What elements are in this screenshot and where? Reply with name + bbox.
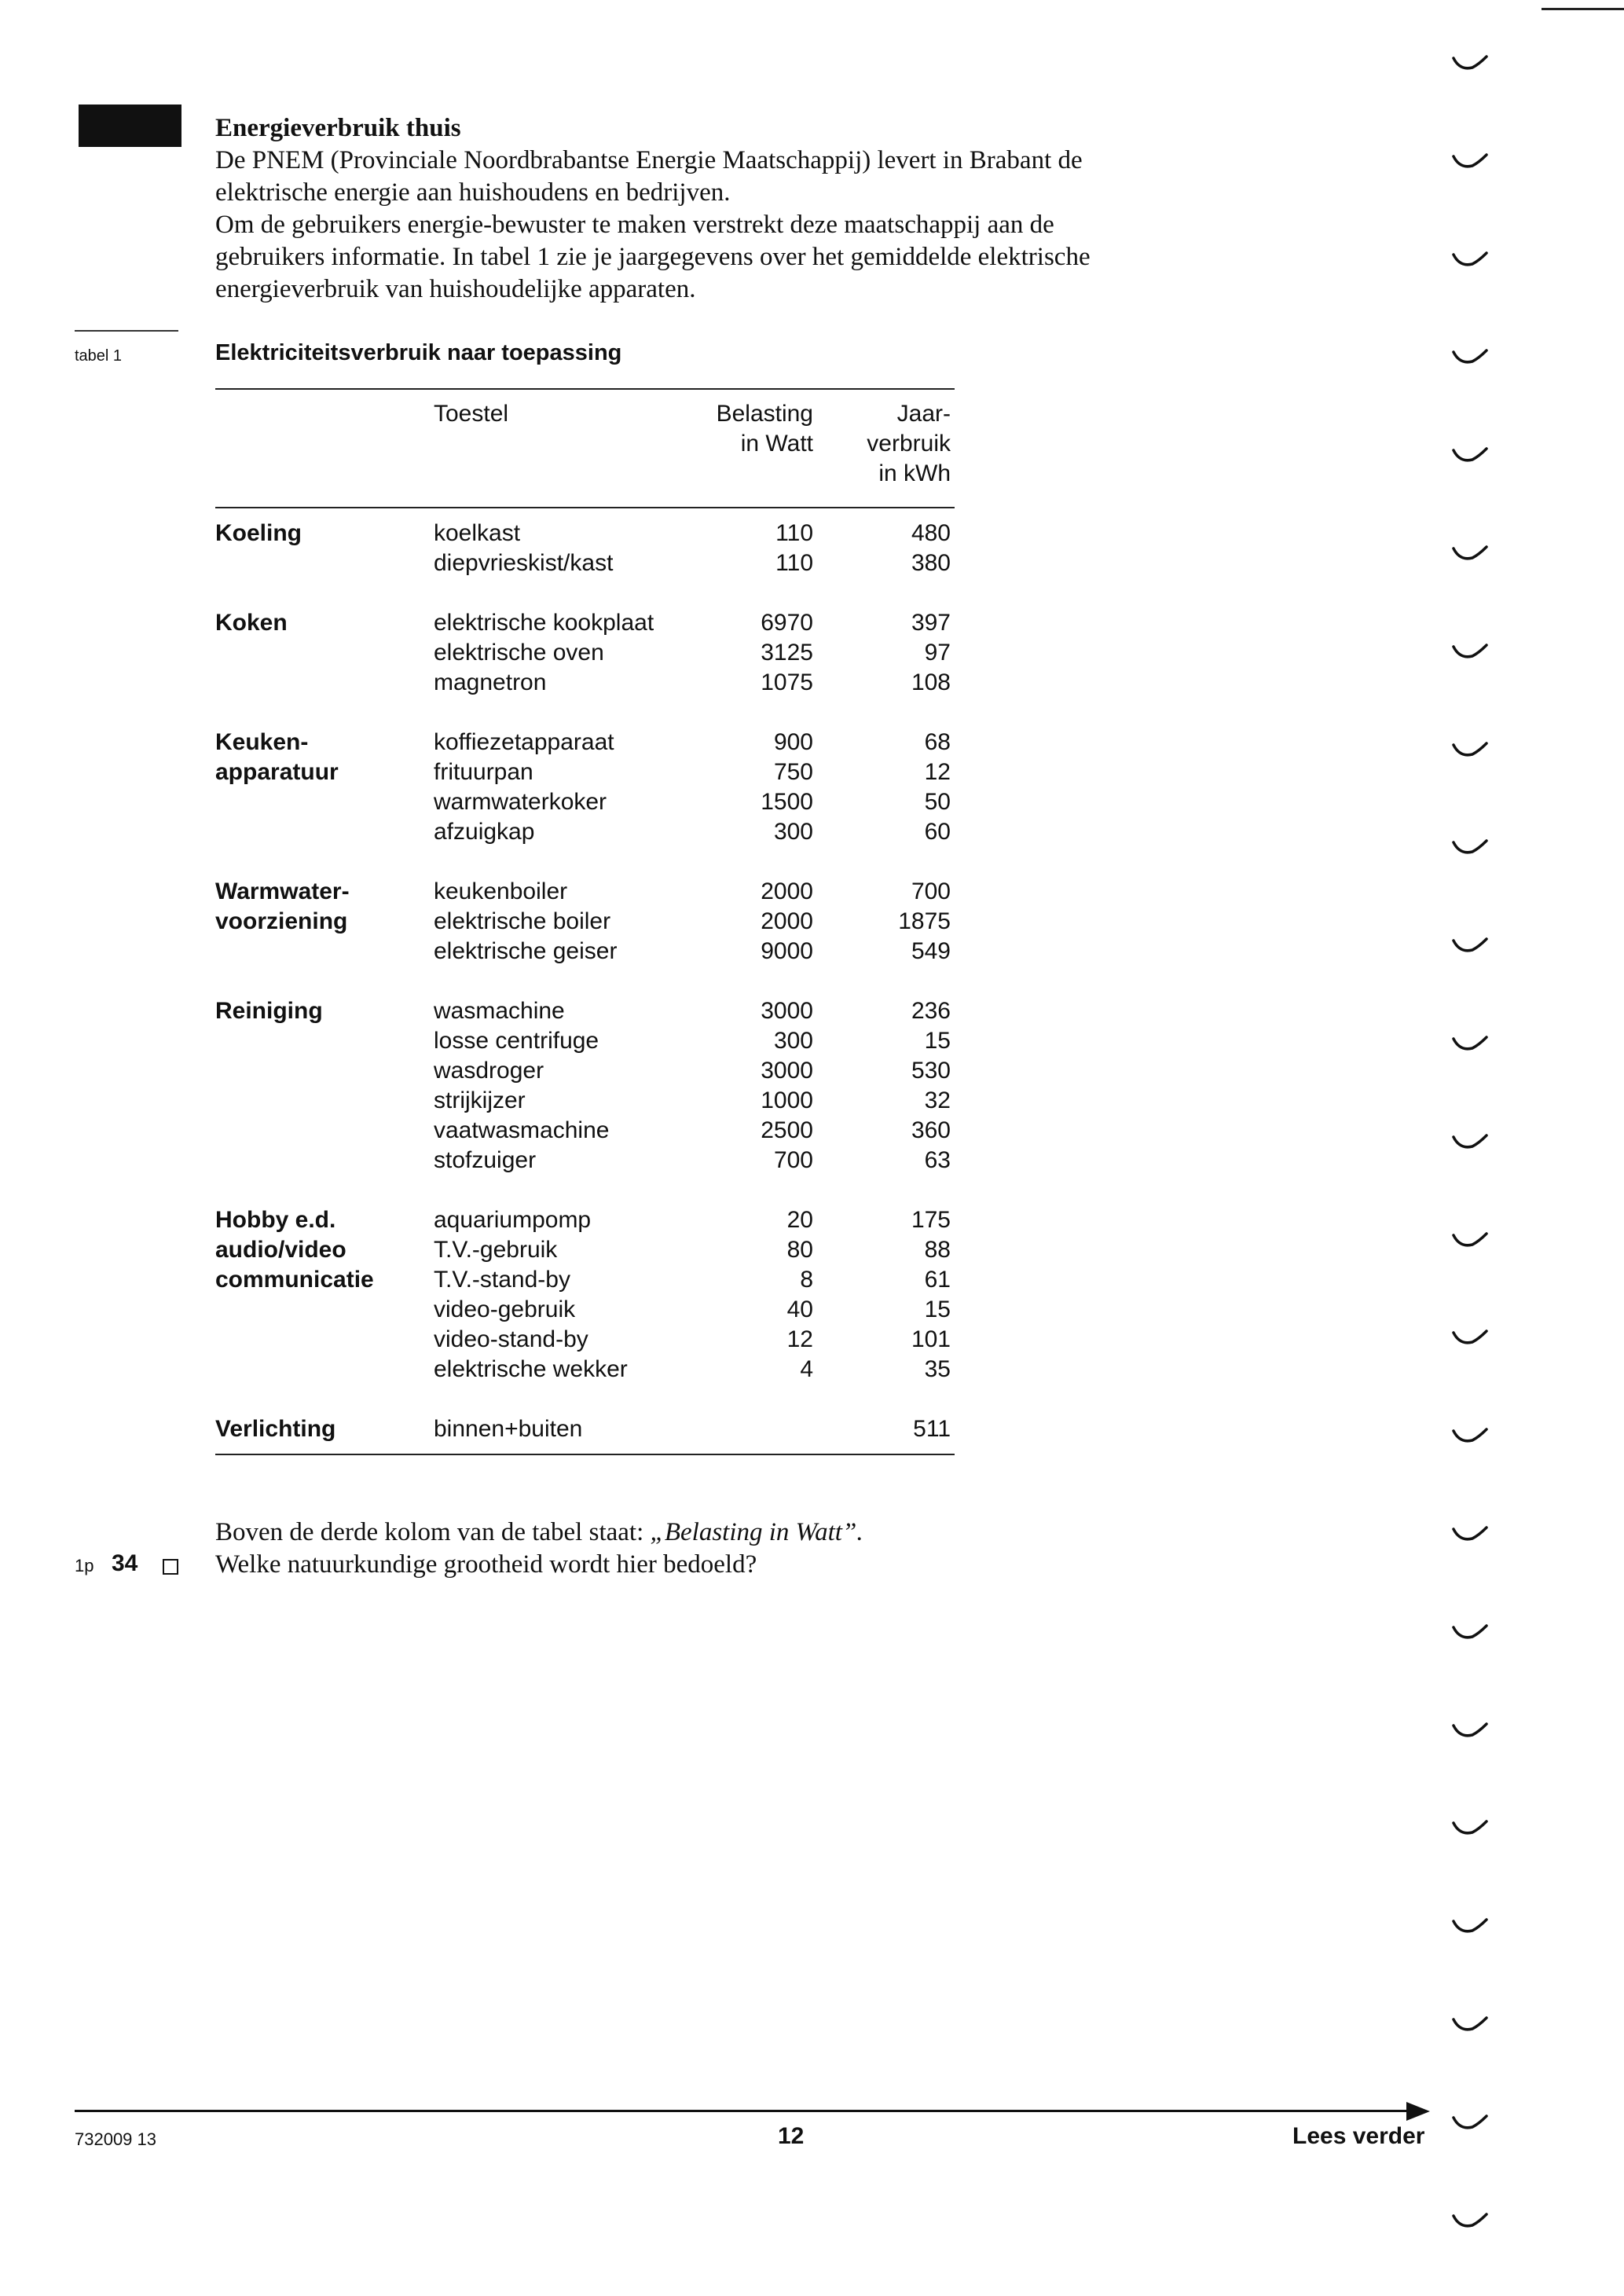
category-label: communicatie bbox=[215, 1267, 374, 1293]
device-name: video-stand-by bbox=[434, 1326, 588, 1352]
device-name: koelkast bbox=[434, 520, 521, 546]
header-year: Jaar- bbox=[896, 401, 951, 427]
category-label: apparatuur bbox=[215, 759, 339, 785]
category-label: Warmwater- bbox=[215, 878, 350, 904]
question-text bbox=[215, 1517, 863, 1581]
load-watt: 8 bbox=[800, 1267, 813, 1293]
device-name: warmwaterkoker bbox=[434, 789, 607, 815]
device-name: stofzuiger bbox=[434, 1147, 537, 1173]
question-line-1 bbox=[215, 1517, 863, 1549]
corner-mark bbox=[1542, 8, 1624, 10]
annual-kwh: 61 bbox=[924, 1267, 951, 1293]
checkmark-icon bbox=[1452, 2211, 1488, 2232]
table-title: Elektriciteitsverbruik naar toepassing bbox=[215, 340, 622, 365]
checkmark-icon bbox=[1452, 2113, 1488, 2133]
device-name: frituurpan bbox=[434, 759, 533, 785]
device-name: strijkijzer bbox=[434, 1087, 526, 1113]
section-marker bbox=[79, 105, 181, 147]
annual-kwh: 511 bbox=[913, 1416, 951, 1442]
checkmark-icon bbox=[1452, 936, 1488, 956]
checkmark-icon bbox=[1452, 1623, 1488, 1643]
continue-label: Lees verder bbox=[1292, 2123, 1425, 2149]
checkmark-icon bbox=[1452, 53, 1488, 74]
device-name: T.V.-gebruik bbox=[434, 1237, 558, 1263]
header-load: Belasting bbox=[716, 401, 813, 427]
device-name: wasmachine bbox=[434, 998, 565, 1024]
category-label: voorziening bbox=[215, 908, 348, 934]
checkmark-icon bbox=[1452, 446, 1488, 466]
load-watt: 110 bbox=[775, 520, 813, 546]
intro-text bbox=[215, 112, 1315, 306]
header-device: Toestel bbox=[434, 401, 509, 427]
annual-kwh: 700 bbox=[911, 878, 951, 904]
page-number: 12 bbox=[778, 2123, 805, 2149]
question-points: 1p bbox=[75, 1556, 94, 1575]
checkmark-icon bbox=[1452, 1328, 1488, 1348]
annual-kwh: 101 bbox=[911, 1326, 951, 1352]
load-watt: 1000 bbox=[761, 1087, 813, 1113]
load-watt: 300 bbox=[773, 819, 813, 845]
category-label: Verlichting bbox=[215, 1416, 336, 1442]
annual-kwh: 108 bbox=[911, 669, 951, 695]
annual-kwh: 60 bbox=[924, 819, 951, 845]
load-watt: 3125 bbox=[761, 640, 813, 666]
annual-kwh: 15 bbox=[924, 1028, 951, 1054]
device-name: binnen+buiten bbox=[434, 1416, 583, 1442]
category-label: audio/video bbox=[215, 1237, 346, 1263]
category-label: Koken bbox=[215, 610, 288, 636]
load-watt: 3000 bbox=[761, 1058, 813, 1084]
device-name: keukenboiler bbox=[434, 878, 568, 904]
load-watt: 110 bbox=[775, 550, 813, 576]
intro-line: elektrische energie aan huishoudens en bedrijven. bbox=[215, 178, 731, 207]
device-name: afzuigkap bbox=[434, 819, 535, 845]
load-watt: 80 bbox=[786, 1237, 813, 1263]
question-number: 34 bbox=[112, 1550, 138, 1576]
checkmark-icon bbox=[1452, 740, 1488, 761]
device-name: elektrische geiser bbox=[434, 938, 618, 964]
table-header-rule bbox=[215, 507, 955, 508]
annual-kwh: 63 bbox=[924, 1147, 951, 1173]
load-watt: 6970 bbox=[761, 610, 813, 636]
question-line-2: Welke natuurkundige grootheid wordt hier bedoeld? bbox=[215, 1550, 757, 1579]
checkmark-icon bbox=[1452, 642, 1488, 662]
checkmark-icon bbox=[1452, 1818, 1488, 1839]
annual-kwh: 15 bbox=[924, 1297, 951, 1322]
footer-line bbox=[75, 2110, 1418, 2112]
table-top-rule bbox=[215, 388, 955, 390]
footer-code: 732009 13 bbox=[75, 2129, 156, 2149]
load-watt: 900 bbox=[773, 729, 813, 755]
load-watt: 750 bbox=[773, 759, 813, 785]
load-watt: 2000 bbox=[761, 878, 813, 904]
intro-line: De PNEM (Provinciale Noordbrabantse Energie Maatschappij) levert in Brabant de bbox=[215, 146, 1083, 174]
annual-kwh: 380 bbox=[911, 550, 951, 576]
load-watt: 700 bbox=[773, 1147, 813, 1173]
load-watt: 3000 bbox=[761, 998, 813, 1024]
annual-kwh: 530 bbox=[911, 1058, 951, 1084]
load-watt: 4 bbox=[800, 1356, 813, 1382]
checkmark-icon bbox=[1452, 1231, 1488, 1251]
device-name: vaatwasmachine bbox=[434, 1117, 610, 1143]
checkmark-icon bbox=[1452, 1524, 1488, 1545]
checkmark-icon bbox=[1452, 1426, 1488, 1447]
question-quote: „Belasting in Watt”. bbox=[650, 1518, 863, 1546]
load-watt: 1500 bbox=[761, 789, 813, 815]
checkmark-icon bbox=[1452, 1916, 1488, 1937]
device-name: elektrische kookplaat bbox=[434, 610, 654, 636]
question-prefix: Boven de derde kolom van de tabel staat: bbox=[215, 1518, 651, 1546]
annual-kwh: 50 bbox=[924, 789, 951, 815]
annual-kwh: 35 bbox=[924, 1356, 951, 1382]
device-name: elektrische wekker bbox=[434, 1356, 628, 1382]
annual-kwh: 397 bbox=[911, 610, 951, 636]
annual-kwh: 32 bbox=[924, 1087, 951, 1113]
device-name: elektrische oven bbox=[434, 640, 604, 666]
load-watt: 2000 bbox=[761, 908, 813, 934]
device-name: diepvrieskist/kast bbox=[434, 550, 614, 576]
answer-checkbox[interactable] bbox=[163, 1559, 178, 1575]
annual-kwh: 88 bbox=[924, 1237, 951, 1263]
checkmark-icon bbox=[1452, 347, 1488, 368]
header-year: in kWh bbox=[878, 460, 951, 486]
checkmark-icon bbox=[1452, 1034, 1488, 1054]
annual-kwh: 97 bbox=[924, 640, 951, 666]
load-watt: 2500 bbox=[761, 1117, 813, 1143]
annual-kwh: 480 bbox=[911, 520, 951, 546]
checkmark-icon bbox=[1452, 838, 1488, 858]
load-watt: 300 bbox=[773, 1028, 813, 1054]
table-label: tabel 1 bbox=[75, 347, 123, 365]
category-label: Keuken- bbox=[215, 729, 309, 755]
annual-kwh: 12 bbox=[924, 759, 951, 785]
device-name: magnetron bbox=[434, 669, 547, 695]
header-load: in Watt bbox=[740, 431, 813, 457]
device-name: wasdroger bbox=[434, 1058, 544, 1084]
annual-kwh: 175 bbox=[911, 1207, 951, 1233]
annual-kwh: 1875 bbox=[898, 908, 951, 934]
load-watt: 40 bbox=[786, 1297, 813, 1322]
device-name: koffiezetapparaat bbox=[434, 729, 614, 755]
annual-kwh: 68 bbox=[924, 729, 951, 755]
load-watt: 1075 bbox=[761, 669, 813, 695]
checkmark-icon bbox=[1452, 1721, 1488, 1741]
intro-line: energieverbruik van huishoudelijke apparaten. bbox=[215, 275, 696, 303]
checkmark-icon bbox=[1452, 152, 1488, 172]
device-name: T.V.-stand-by bbox=[434, 1267, 570, 1293]
load-watt: 9000 bbox=[761, 938, 813, 964]
header-year: verbruik bbox=[867, 431, 951, 457]
intro-line: Om de gebruikers energie-bewuster te maken verstrekt deze maatschappij aan de bbox=[215, 211, 1054, 239]
device-name: aquariumpomp bbox=[434, 1207, 592, 1233]
category-label: Hobby e.d. bbox=[215, 1207, 336, 1233]
checkmark-icon bbox=[1452, 2015, 1488, 2035]
margin-divider bbox=[75, 330, 178, 332]
intro-line: gebruikers informatie. In tabel 1 zie je jaargegevens over het gemiddelde elektrische bbox=[215, 243, 1091, 271]
checkmark-icon bbox=[1452, 250, 1488, 270]
annual-kwh: 360 bbox=[911, 1117, 951, 1143]
load-watt: 20 bbox=[786, 1207, 813, 1233]
device-name: elektrische boiler bbox=[434, 908, 611, 934]
category-label: Reiniging bbox=[215, 998, 323, 1024]
annual-kwh: 236 bbox=[911, 998, 951, 1024]
checkmark-icon bbox=[1452, 544, 1488, 564]
checkmark-icon bbox=[1452, 1132, 1488, 1153]
annual-kwh: 549 bbox=[911, 938, 951, 964]
load-watt: 12 bbox=[786, 1326, 813, 1352]
arrow-right-icon bbox=[1406, 2102, 1430, 2121]
table-bottom-rule bbox=[215, 1454, 955, 1455]
intro-title: Energieverbruik thuis bbox=[215, 114, 461, 142]
device-name: losse centrifuge bbox=[434, 1028, 599, 1054]
device-name: video-gebruik bbox=[434, 1297, 576, 1322]
category-label: Koeling bbox=[215, 520, 302, 546]
